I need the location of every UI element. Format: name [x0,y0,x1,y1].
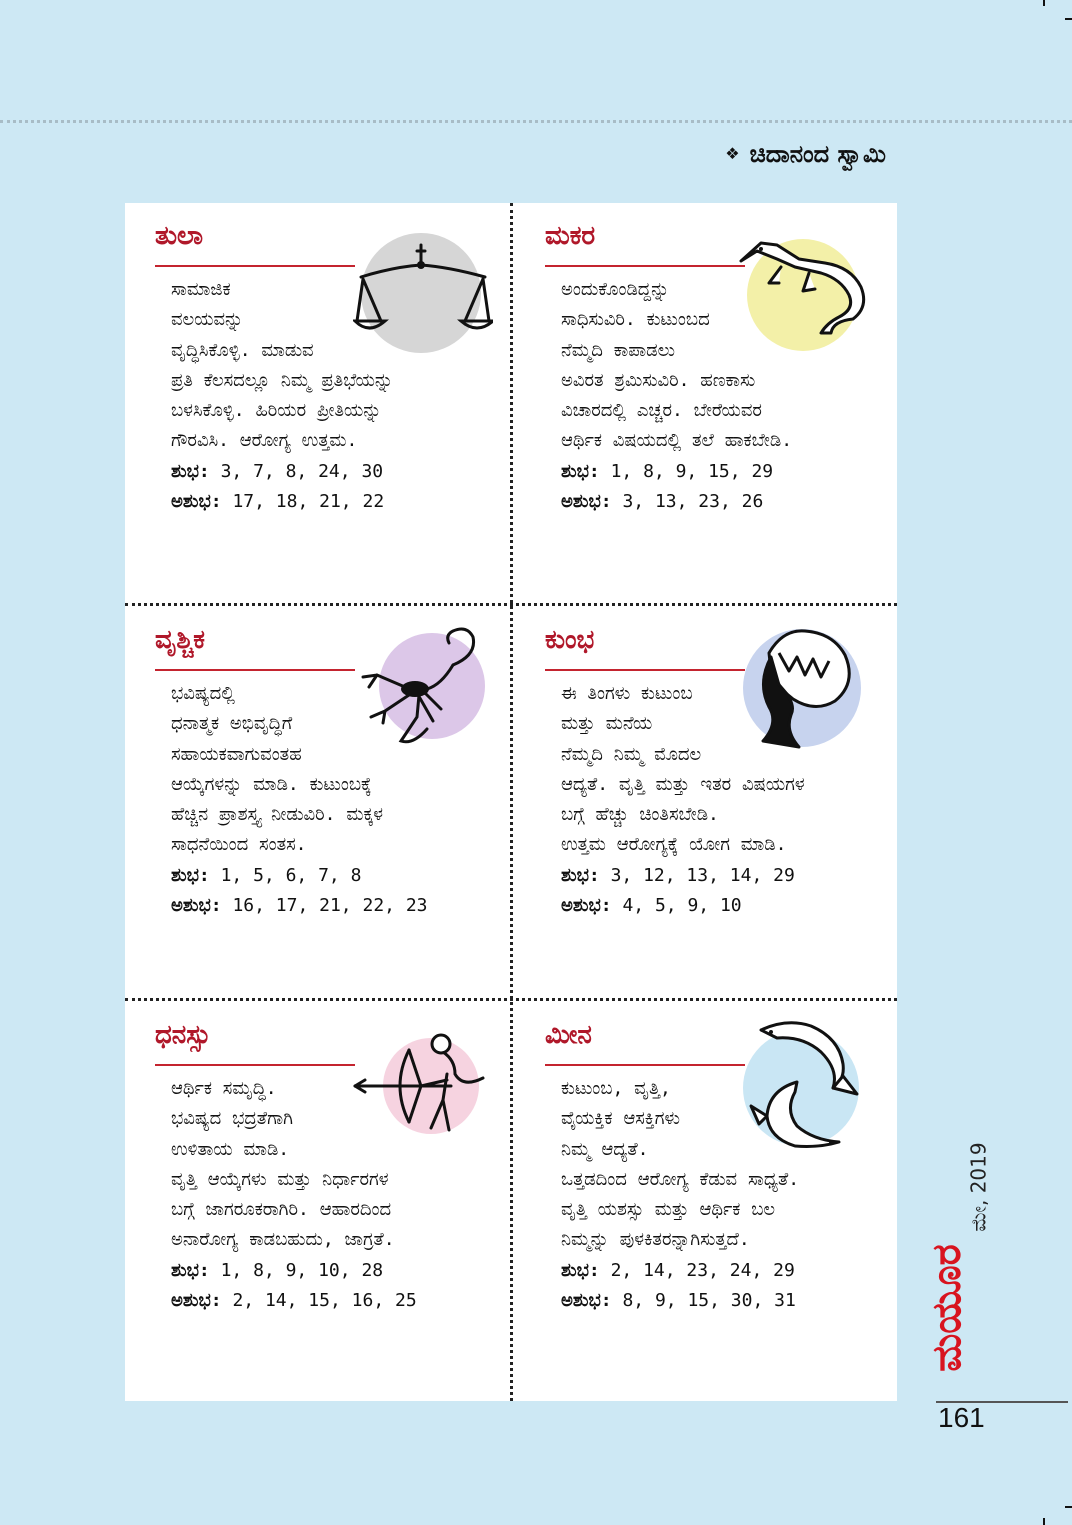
unlucky-values: 3, 13, 23, 26 [622,491,764,513]
lucky-label: ಶುಭ: [561,864,600,886]
sign-title: ಮೀನ [545,1020,592,1050]
unlucky-numbers [561,891,891,921]
lucky-label: ಶುಭ: [561,1259,600,1281]
lucky-numbers [171,457,501,487]
lucky-values: 1, 5, 6, 7, 8 [220,864,362,886]
title-underline [545,265,745,267]
text-line: ಸಾಧಿಸುವಿರಿ. ಕುಟುಂಬದ [561,309,710,331]
text-line: ಭವಿಷ್ಯದಲ್ಲಿ [171,683,235,704]
text-line: ನಿಮ್ಮನ್ನು ಪುಳಕಿತರನ್ನಾಗಿಸುತ್ತದೆ. [561,1229,750,1251]
unlucky-label: ಅಶುಭ: [171,895,222,917]
text-line: ಅಂದುಕೊಂಡಿದ್ದನ್ನು [561,279,670,300]
text-line: ಬಳಸಿಕೊಳ್ಳಿ. ಹಿರಿಯರ ಪ್ರೀತಿಯನ್ನು [171,400,382,422]
text-line: ಹೆಚ್ಚಿನ ಪ್ರಾಶಸ್ತ್ಯ ನೀಡುವಿರಿ. ಮಕ್ಕಳ [171,804,384,826]
text-line: ಗೌರವಿಸಿ. ಆರೋಗ್ಯ ಉತ್ತಮ. [171,430,358,452]
text-line: ಪ್ರತಿ ಕೆಲಸದಲ್ಲೂ ನಿಮ್ಮ ಪ್ರತಿಭೆಯನ್ನು [171,369,394,391]
title-underline [155,669,355,671]
lucky-numbers [561,861,891,891]
text-line: ಮತ್ತು ಮನೆಯ [561,713,653,735]
diamond-bullet-icon: ❖ [725,144,740,163]
crop-mark [1065,18,1072,20]
text-line: ವೃತ್ತಿ ಆಯ್ಕೆಗಳು ಮತ್ತು ನಿರ್ಧಾರಗಳ [171,1168,389,1190]
unlucky-numbers [171,891,501,921]
sign-text [171,275,501,517]
text-line: ಆದ್ಯತೆ. ವೃತ್ತಿ ಮತ್ತು ಇತರ ವಿಷಯಗಳ [561,773,805,795]
sign-title: ತುಲಾ [155,221,204,251]
text-line: ವೈಯಕ್ತಿಕ ಆಸಕ್ತಿಗಳು [561,1108,680,1130]
unlucky-values: 17, 18, 21, 22 [232,491,385,513]
lucky-numbers [561,457,891,487]
unlucky-label: ಅಶುಭ: [561,1290,612,1312]
lucky-values: 3, 7, 8, 24, 30 [220,460,384,482]
unlucky-values: 4, 5, 9, 10 [622,895,742,917]
sign-card-meena [515,1002,895,1398]
lucky-label: ಶುಭ: [561,460,600,482]
text-line: ಉತ್ತಮ ಆರೋಗ್ಯಕ್ಕೆ ಯೋಗ ಮಾಡಿ. [561,834,787,856]
unlucky-label: ಅಶುಭ: [171,1290,222,1312]
page-number: 161 [938,1402,985,1433]
unlucky-label: ಅಶುಭ: [171,491,222,513]
author-name: ಚಿದಾನಂದ ಸ್ವಾಮಿ [749,140,886,168]
sign-text [561,1074,891,1316]
sign-card-tula [125,203,505,599]
text-line: ಸಾಮಾಜಿಕ [171,279,231,300]
lucky-values: 1, 8, 9, 10, 28 [220,1259,384,1281]
lucky-values: 3, 12, 13, 14, 29 [610,864,795,886]
text-line: ಆರ್ಥಿಕ ಸಮೃದ್ಧಿ. [171,1078,277,1099]
title-underline [155,1064,355,1066]
title-underline [155,265,355,267]
sign-title: ವೃಶ್ಚಿಕ [155,625,205,655]
text-line: ಧನಾತ್ಮಕ ಅಭಿವೃದ್ಧಿಗೆ [171,713,293,735]
sign-card-kumbha [515,607,895,1003]
issue-date: ಮೇ, 2019 [966,1142,991,1232]
unlucky-numbers [171,487,501,517]
row-divider [125,603,897,606]
sign-card-dhanassu [125,1002,505,1398]
sign-title: ಧನಸ್ಸು [155,1020,211,1050]
text-line: ಒತ್ತಡದಿಂದ ಆರೋಗ್ಯ ಕೆಡುವ ಸಾಧ್ಯತೆ. [561,1168,800,1190]
text-line: ಈ ತಿಂಗಳು ಕುಟುಂಬ [561,683,693,704]
text-line: ನೆಮ್ಮದಿ ಕಾಪಾಡಲು [561,339,675,361]
lucky-label: ಶುಭ: [171,1259,210,1281]
text-line: ಆಯ್ಕೆಗಳನ್ನು ಮಾಡಿ. ಕುಟುಂಬಕ್ಕೆ [171,773,372,795]
text-line: ಬಗ್ಗೆ ಜಾಗರೂಕರಾಗಿರಿ. ಆಹಾರದಿಂದ [171,1199,392,1221]
lucky-numbers [561,1256,891,1286]
unlucky-label: ಅಶುಭ: [561,895,612,917]
sign-text [561,275,891,517]
text-line: ಅವಿರತ ಶ್ರಮಿಸುವಿರಿ. ಹಣಕಾಸು [561,369,756,391]
unlucky-values: 16, 17, 21, 22, 23 [232,895,428,917]
lucky-values: 1, 8, 9, 15, 29 [610,460,774,482]
horoscope-panel [125,203,897,1401]
sign-card-vrishchika [125,607,505,1003]
sign-text [171,679,501,921]
sign-text [171,1074,501,1316]
text-line: ವಿಚಾರದಲ್ಲಿ ಎಚ್ಚರ. ಬೇರೆಯವರ [561,400,762,422]
text-line: ಸಹಾಯಕವಾಗುವಂತಹ [171,743,302,765]
unlucky-numbers [561,1286,891,1316]
unlucky-values: 2, 14, 15, 16, 25 [232,1290,417,1312]
text-line: ವೃತ್ತಿ ಯಶಸ್ಸು ಮತ್ತು ಆರ್ಥಿಕ ಬಲ [561,1199,776,1221]
unlucky-numbers [561,487,891,517]
text-line: ನೆಮ್ಮದಿ ನಿಮ್ಮ ಮೊದಲ [561,743,702,765]
author-byline [725,140,886,168]
text-line: ವೃದ್ಧಿಸಿಕೊಳ್ಳಿ. ಮಾಡುವ [171,339,314,361]
sign-title: ಕುಂಭ [545,625,595,655]
unlucky-numbers [171,1286,501,1316]
lucky-numbers [171,861,501,891]
unlucky-values: 8, 9, 15, 30, 31 [622,1290,796,1312]
unlucky-label: ಅಶುಭ: [561,491,612,513]
magazine-logo: ಮಯೂರ [924,1244,970,1372]
column-divider [510,203,513,1401]
crop-mark [1065,1506,1072,1508]
lucky-label: ಶುಭ: [171,460,210,482]
text-line: ಬಗ್ಗೆ ಹೆಚ್ಚು ಚಿಂತಿಸಬೇಡಿ. [561,804,719,826]
sign-card-makara [515,203,895,599]
text-line: ಕುಟುಂಬ, ವೃತ್ತಿ, [561,1078,671,1099]
lucky-label: ಶುಭ: [171,864,210,886]
crop-mark [1043,0,1045,6]
text-line: ಸಾಧನೆಯಿಂದ ಸಂತಸ. [171,834,307,856]
lucky-values: 2, 14, 23, 24, 29 [610,1259,795,1281]
top-dotted-divider [0,120,1072,123]
lucky-numbers [171,1256,501,1286]
title-underline [545,669,745,671]
text-line: ಉಳಿತಾಯ ಮಾಡಿ. [171,1138,290,1160]
text-line: ನಿಮ್ಮ ಆದ್ಯತೆ. [561,1138,649,1160]
text-line: ವಲಯವನ್ನು [171,309,244,331]
text-line: ಆರ್ಥಿಕ ವಿಷಯದಲ್ಲಿ ತಲೆ ಹಾಕಬೇಡಿ. [561,430,793,452]
sign-text [561,679,891,921]
text-line: ಅನಾರೋಗ್ಯ ಕಾಡಬಹುದು, ಜಾಗ್ರತೆ. [171,1229,395,1251]
title-underline [545,1064,745,1066]
text-line: ಭವಿಷ್ಯದ ಭದ್ರತೆಗಾಗಿ [171,1108,294,1130]
crop-mark [1043,1518,1045,1525]
sign-title: ಮಕರ [545,221,596,251]
